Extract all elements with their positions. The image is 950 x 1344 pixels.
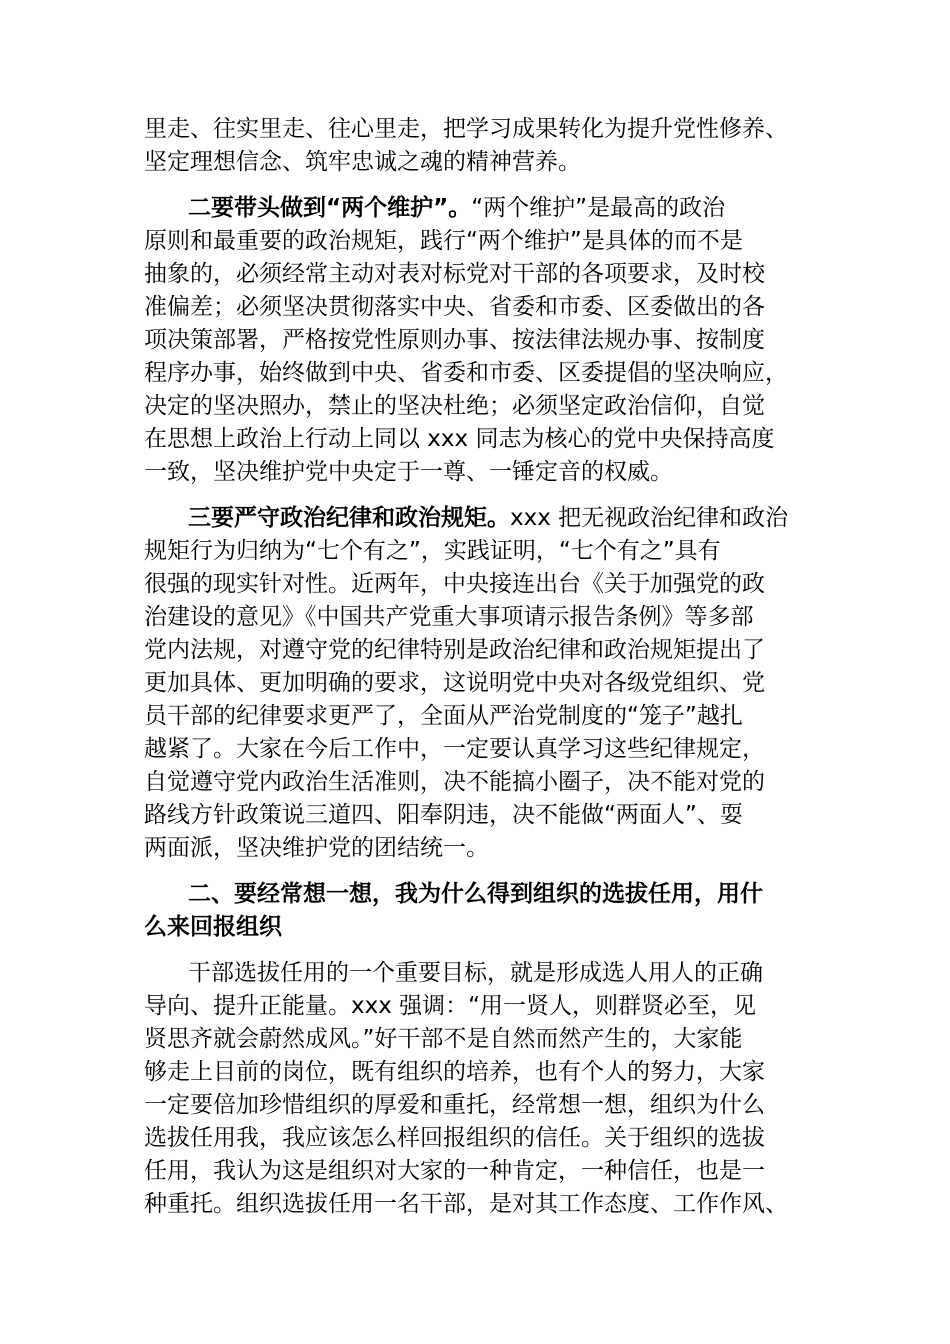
- text-line: 员干部的纪律要求更严了，全面从严治党制度的“笼子”越扎: [144, 703, 743, 729]
- text-line: 越紧了。大家在今后工作中，一定要认真学习这些纪律规定，: [144, 736, 765, 762]
- text-line: 原则和最重要的政治规矩，践行“两个维护”是具体的而不是: [144, 228, 743, 254]
- text-line: 程序办事，始终做到中央、省委和市委、区委提倡的坚决响应，: [144, 360, 788, 386]
- heading-line: 么来回报组织: [144, 914, 282, 940]
- paragraph-cadre-selection: [144, 957, 804, 1221]
- text-line: 更加具体、更加明确的要求，这说明党中央对各级党组织、党: [144, 670, 765, 696]
- document-page: [144, 113, 804, 1221]
- text-line: 治建设的意见》《中国共产党重大事项请示报告条例》等多部: [144, 604, 754, 630]
- section-heading: [144, 878, 804, 944]
- text-line: 规矩行为归纳为“七个有之”，实践证明，“七个有之”具有: [144, 538, 721, 564]
- text-line: 路线方针政策说三道四、阳奉阴违，决不能做“两面人”、耍: [144, 802, 743, 828]
- text-line: 种重托。组织选拔任用一名干部，是对其工作态度、工作作风、: [144, 1191, 788, 1217]
- text-line: 准偏差；必须坚决贯彻落实中央、省委和市委、区委做出的各: [144, 294, 765, 320]
- paragraph-two-safeguards: [144, 192, 804, 489]
- paragraph-continuation: [144, 113, 804, 179]
- text-line: 干部选拔任用的一个重要目标，就是形成选人用人的正确: [188, 960, 763, 986]
- text-line: 自觉遵守党内政治生活准则，决不能搞小圈子，决不能对党的: [144, 769, 765, 795]
- paragraph-political-discipline: [144, 502, 804, 865]
- text-line: 选拔任用我，我应该怎么样回报组织的信任。关于组织的选拔: [144, 1125, 765, 1151]
- text-line: 一定要倍加珍惜组织的厚爱和重托，经常想一想，组织为什么: [144, 1092, 765, 1118]
- text-line: 决定的坚决照办，禁止的坚决杜绝；必须坚定政治信仰，自觉: [144, 393, 765, 419]
- text-line: 里走、往实里走、往心里走，把学习成果转化为提升党性修养、: [144, 116, 788, 142]
- text-line: 在思想上政治上行动上同以 xxx 同志为核心的党中央保持高度: [144, 426, 775, 452]
- text-line: 很强的现实针对性。近两年，中央接连出台《关于加强党的政: [144, 571, 765, 597]
- paragraph-lead: 二要带头做到“两个维护”。: [188, 195, 472, 221]
- text-line: 两面派，坚决维护党的团结统一。: [144, 835, 489, 861]
- text-run: xxx 把无视政治纪律和政治: [510, 505, 789, 531]
- heading-line: 二、要经常想一想，我为什么得到组织的选拔任用，用什: [188, 881, 763, 907]
- text-line: 够走上目前的岗位，既有组织的培养，也有个人的努力，大家: [144, 1059, 765, 1085]
- text-line: 导向、提升正能量。xxx 强调：“用一贤人，则群贤必至，见: [144, 993, 757, 1019]
- text-line: 抽象的，必须经常主动对表对标党对干部的各项要求，及时校: [144, 261, 765, 287]
- text-line: 贤思齐就会蔚然成风。”好干部不是自然而然产生的，大家能: [144, 1026, 743, 1052]
- text-line: 项决策部署，严格按党性原则办事、按法律法规办事、按制度: [144, 327, 765, 353]
- text-line: 坚定理想信念、筑牢忠诚之魂的精神营养。: [144, 149, 581, 175]
- text-line: 任用，我认为这是组织对大家的一种肯定，一种信任，也是一: [144, 1158, 765, 1184]
- text-run: “两个维护”是最高的政治: [471, 195, 726, 221]
- text-line: [144, 192, 804, 225]
- text-line: 一致，坚决维护党中央定于一尊、一锤定音的权威。: [144, 459, 673, 485]
- text-line: [144, 502, 804, 535]
- text-line: 党内法规，对遵守党的纪律特别是政治纪律和政治规矩提出了: [144, 637, 765, 663]
- paragraph-lead: 三要严守政治纪律和政治规矩。: [188, 505, 510, 531]
